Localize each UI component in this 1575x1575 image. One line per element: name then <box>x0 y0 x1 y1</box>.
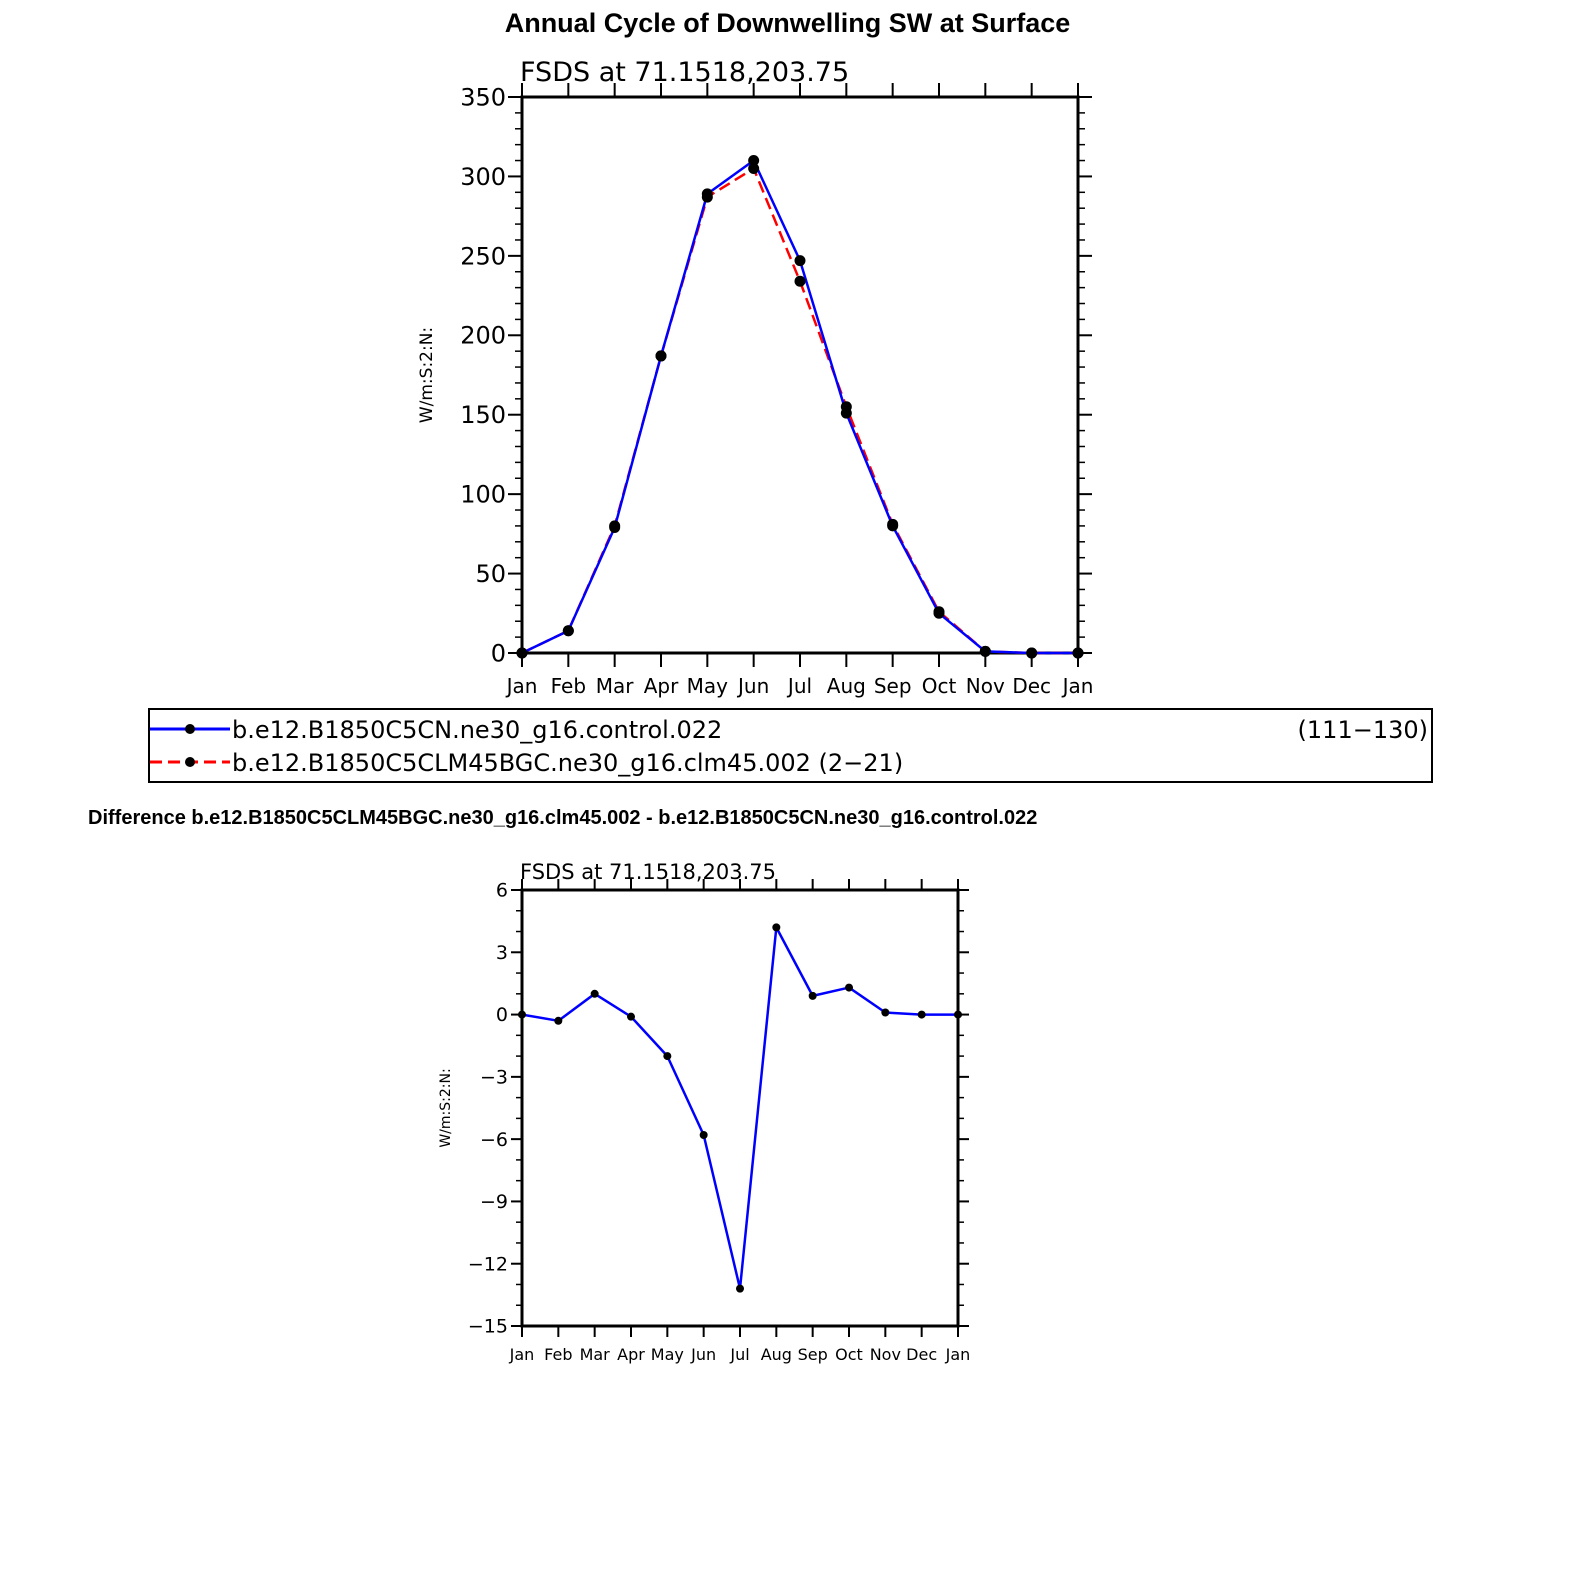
data-point-s0-6 <box>795 255 806 266</box>
data-point-s0-1 <box>554 1017 562 1025</box>
y-tick-label: 0 <box>490 639 506 668</box>
legend-label-control: b.e12.B1850C5CN.ne30_g16.control.022 <box>232 716 723 744</box>
y-tick-label: 50 <box>475 559 506 588</box>
data-point-s0-7 <box>772 923 780 931</box>
legend-years-control: (111−130) <box>1297 716 1428 744</box>
data-point-s0-6 <box>736 1285 744 1293</box>
x-tick-label: Jun <box>691 1345 717 1364</box>
data-point-s0-3 <box>627 1013 635 1021</box>
x-tick-label: Dec <box>1012 674 1052 698</box>
x-tick-label: Dec <box>906 1345 938 1364</box>
legend <box>149 709 1432 782</box>
data-point-s0-12 <box>1073 648 1084 659</box>
data-point-s0-9 <box>934 608 945 619</box>
data-point-s0-4 <box>702 188 713 199</box>
data-point-s0-8 <box>887 520 898 531</box>
data-point-s0-8 <box>809 992 817 1000</box>
x-tick-label: Feb <box>544 1345 573 1364</box>
data-point-s0-9 <box>845 984 853 992</box>
series-line-1 <box>522 168 1078 653</box>
x-tick-label: Mar <box>595 674 634 698</box>
x-tick-label: Sep <box>797 1345 828 1364</box>
x-tick-label: May <box>686 674 729 698</box>
y-tick-label: 6 <box>495 879 508 902</box>
plot-frame <box>522 890 958 1326</box>
data-point-s0-1 <box>563 625 574 636</box>
chart-title: Annual Cycle of Downwelling SW at Surface <box>504 8 1071 38</box>
data-point-s0-10 <box>980 646 991 657</box>
y-tick-label: 100 <box>460 480 506 509</box>
data-point-s0-2 <box>591 990 599 998</box>
data-point-s0-11 <box>1026 648 1037 659</box>
y-tick-label: 0 <box>495 1004 508 1027</box>
data-point-s0-0 <box>518 1011 526 1019</box>
series-line-0 <box>522 161 1078 653</box>
y-tick-label: −3 <box>479 1066 508 1089</box>
data-point-s1-6 <box>795 276 806 287</box>
data-point-s0-5 <box>748 155 759 166</box>
x-tick-label: Jan <box>506 674 538 698</box>
x-tick-label: Jan <box>509 1345 535 1364</box>
y-tick-label: −15 <box>467 1315 508 1338</box>
difference-panel <box>438 860 970 1364</box>
series-line-0 <box>522 927 958 1288</box>
data-point-s0-7 <box>841 408 852 419</box>
x-tick-label: Nov <box>965 674 1005 698</box>
difference-title: Difference b.e12.B1850C5CLM45BGC.ne30_g16.clm45.002 - b.e12.B1850C5CN.ne30_g16.control.022 <box>88 807 1038 829</box>
x-tick-label: Sep <box>873 674 912 698</box>
data-point-s0-0 <box>517 648 528 659</box>
x-tick-label: Jan <box>1062 674 1094 698</box>
legend-label-clm45: b.e12.B1850C5CLM45BGC.ne30_g16.clm45.002 (2−21) <box>232 749 904 777</box>
x-tick-label: Apr <box>617 1345 645 1364</box>
annual-cycle-panel <box>417 57 1093 698</box>
y-tick-label: 200 <box>460 321 506 350</box>
x-tick-label: Aug <box>760 1345 792 1364</box>
x-tick-label: Jun <box>738 674 770 698</box>
y-tick-label: 250 <box>460 242 506 271</box>
y-tick-label: −12 <box>467 1253 508 1276</box>
x-tick-label: Apr <box>643 674 679 698</box>
x-tick-label: Nov <box>869 1345 901 1364</box>
data-point-s0-2 <box>609 522 620 533</box>
x-tick-label: Feb <box>550 674 587 698</box>
chart-subtitle: FSDS at 71.1518,203.75 <box>520 57 850 88</box>
x-tick-label: Jul <box>787 674 813 698</box>
chart-subtitle: FSDS at 71.1518,203.75 <box>520 860 776 884</box>
data-point-s0-10 <box>881 1008 889 1016</box>
data-point-s0-11 <box>918 1011 926 1019</box>
x-tick-label: Oct <box>921 674 957 698</box>
y-tick-label: 150 <box>460 401 506 430</box>
y-axis-label: W/m:S:2:N: <box>438 1068 454 1148</box>
y-axis-label: W/m:S:2:N: <box>417 326 437 424</box>
y-tick-label: 350 <box>460 83 506 112</box>
y-tick-label: 300 <box>460 162 506 191</box>
data-point-s0-4 <box>663 1052 671 1060</box>
y-tick-label: −9 <box>479 1191 508 1214</box>
data-point-s0-5 <box>700 1131 708 1139</box>
data-point-s0-3 <box>656 350 667 361</box>
x-tick-label: Mar <box>579 1345 610 1364</box>
x-tick-label: Aug <box>826 674 866 698</box>
data-point-s0-12 <box>954 1011 962 1019</box>
x-tick-label: Jan <box>945 1345 971 1364</box>
plot-frame <box>522 97 1078 653</box>
legend-marker-clm45 <box>185 757 195 767</box>
y-tick-label: −6 <box>479 1128 508 1151</box>
legend-marker-control <box>185 724 195 734</box>
x-tick-label: May <box>650 1345 684 1364</box>
x-tick-label: Oct <box>835 1345 863 1364</box>
y-tick-label: 3 <box>495 941 508 964</box>
x-tick-label: Jul <box>730 1345 750 1364</box>
